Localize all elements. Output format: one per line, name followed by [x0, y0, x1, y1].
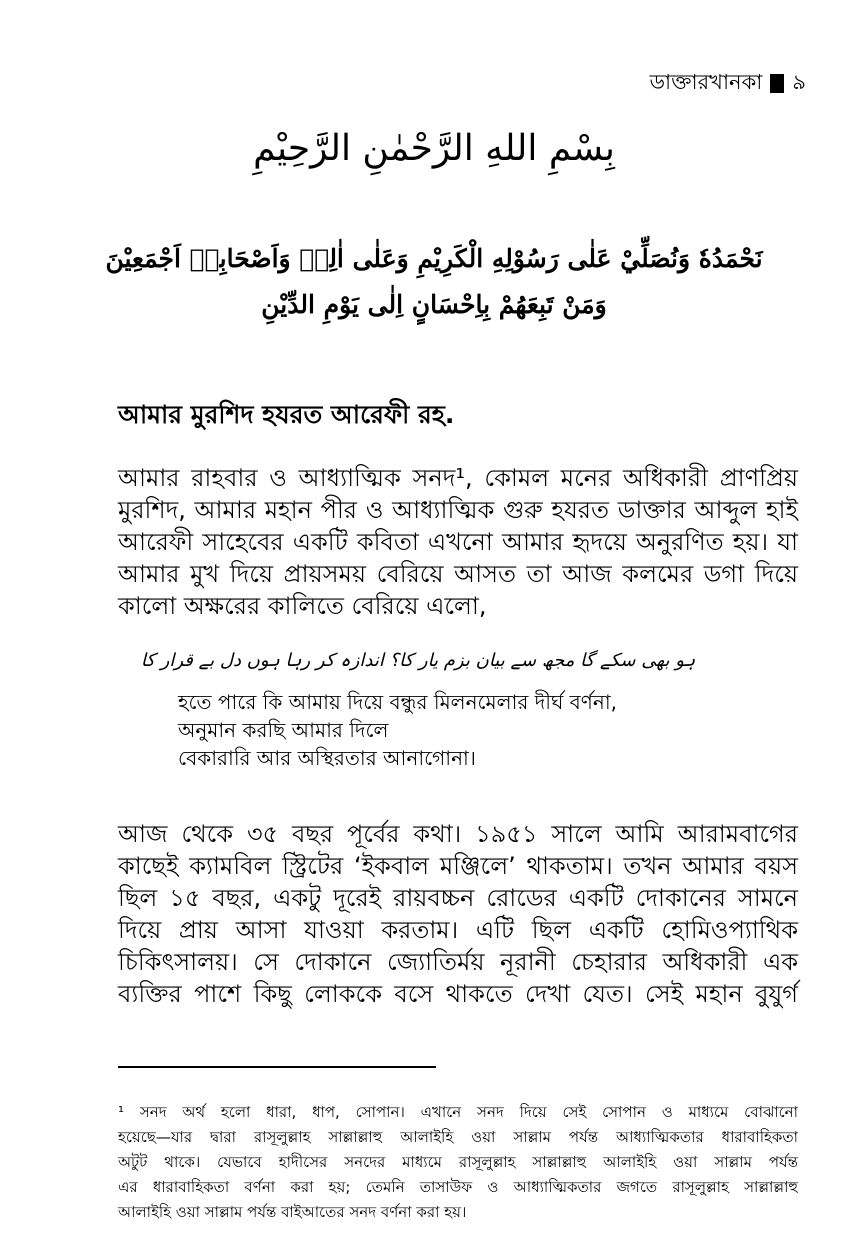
verse-line: অনুমান করছি আমার দিলে — [178, 718, 389, 742]
footnote-line: ¹ সনদ অর্থ হলো ধারা, ধাপ, সোপান। এখানে সনদ দিয়ে সেই সোপান ও মাধ্যমে বোঝানো — [118, 1103, 798, 1121]
page-number: ৯ — [792, 70, 806, 94]
arabic-invocation-line-2: وَمَنْ تَبِعَهُمْ بِاِحْسَانٍ اِلٰى يَوْمِ الدِّيْنِ — [261, 290, 607, 319]
urdu-couplet: ہو بھی سکے گا مجھ سے بیان بزم یار کا؟ اندازہ کر رہا ہوں دل بے قرار کا — [140, 650, 696, 671]
verse-line: বেকারারি আর অস্থিরতার আনাগোনা। — [178, 746, 476, 770]
footnote-line: আলাইহি ওয়া সাল্লাম পর্যন্ত বাইআতের সনদ বর্ণনা করা হয়। — [118, 1203, 467, 1221]
footnote-line: হয়েছে—যার দ্বারা রাসূলুল্লাহ সাল্লাল্লাহু আলাইহি ওয়া সাল্লাম পর্যন্ত আধ্যাত্মিকতার ধারাবাহিকতা — [118, 1128, 798, 1146]
paragraph-line: চিকিৎসালয়। সে দোকানে জ্যোতির্ময় নূরানী চেহারার অধিকারী এক — [118, 948, 798, 976]
paragraph-line: ব্যক্তির পাশে কিছু লোককে বসে থাকতে দেখা যেত। সেই মহান বুযুর্গ — [118, 980, 798, 1008]
separator-square-icon — [770, 74, 784, 93]
arabic-invocation-line-1: نَحْمَدُهٗ وَنُصَلِّيْ عَلٰى رَسُوْلِهِ الْكَرِيْمِ وَعَلٰى اٰلِهٖ وَاَصْحَابِهٖ اَجْمَعِيْنَ — [105, 244, 763, 273]
page-header — [650, 66, 806, 101]
paragraph-line: দিয়ে প্রায় আসা যাওয়া করতাম। এটি ছিল একটি হোমিওপ্যাথিক — [118, 916, 798, 944]
running-title: ডাক্তারখানকা — [649, 70, 763, 94]
footnote-divider — [118, 1066, 436, 1068]
verse-line: হতে পারে কি আমায় দিয়ে বন্ধুর মিলনমেলার দীর্ঘ বর্ণনা, — [178, 690, 617, 714]
footnote-line: অটুট থাকে। যেভাবে হাদীসের সনদের মাধ্যমে রাসূলুল্লাহ সাল্লাল্লাহু আলাইহি ওয়া সাল্লাম পর্যন্ত — [118, 1153, 798, 1171]
bismillah-calligraphy: بِسْمِ اللهِ الرَّحْمٰنِ الرَّحِيْمِ — [253, 128, 615, 169]
footnote — [118, 1100, 798, 1225]
paragraph-line: আমার রাহবার ও আধ্যাত্মিক সনদ¹, কোমল মনের অধিকারী প্রাণপ্রিয় — [118, 464, 798, 492]
paragraph-line: আমার মুখ দিয়ে প্রায়সময় বেরিয়ে আসত তা আজ কলমের ডগা দিয়ে — [118, 560, 798, 588]
paragraph-2 — [118, 818, 798, 1010]
paragraph-line: আরেফী সাহেবের একটি কবিতা এখনো আমার হৃদয়ে অনুরণিত হয়। যা — [118, 528, 798, 556]
paragraph-line: আজ থেকে ৩৫ বছর পূর্বের কথা। ১৯৫১ সালে আমি আরামবাগের — [118, 820, 798, 848]
paragraph-line: কাছেই ক্যামবিল স্ট্রিটের ‘ইকবাল মঞ্জিলে’ থাকতাম। তখন আমার বয়স — [118, 852, 798, 880]
section-title: আমার মুরশিদ হযরত আরেফী রহ. — [118, 400, 455, 429]
paragraph-1 — [118, 462, 798, 622]
paragraph-line: মুরশিদ, আমার মহান পীর ও আধ্যাত্মিক গুরু হযরত ডাক্তার আব্দুল হাই — [118, 496, 798, 524]
footnote-line: এর ধারাবাহিকতা বর্ণনা করা হয়; তেমনি তাসাউফ ও আধ্যাত্মিকতার জগতে রাসূলুল্লাহ সাল্লাল্লাহু — [118, 1178, 798, 1196]
verse-translation — [178, 688, 617, 772]
paragraph-line: ছিল ১৫ বছর, একটু দূরেই রায়বচ্চন রোডের একটি দোকানের সামনে — [118, 884, 798, 912]
paragraph-line: কালো অক্ষরের কালিতে বেরিয়ে এলো, — [118, 592, 487, 620]
